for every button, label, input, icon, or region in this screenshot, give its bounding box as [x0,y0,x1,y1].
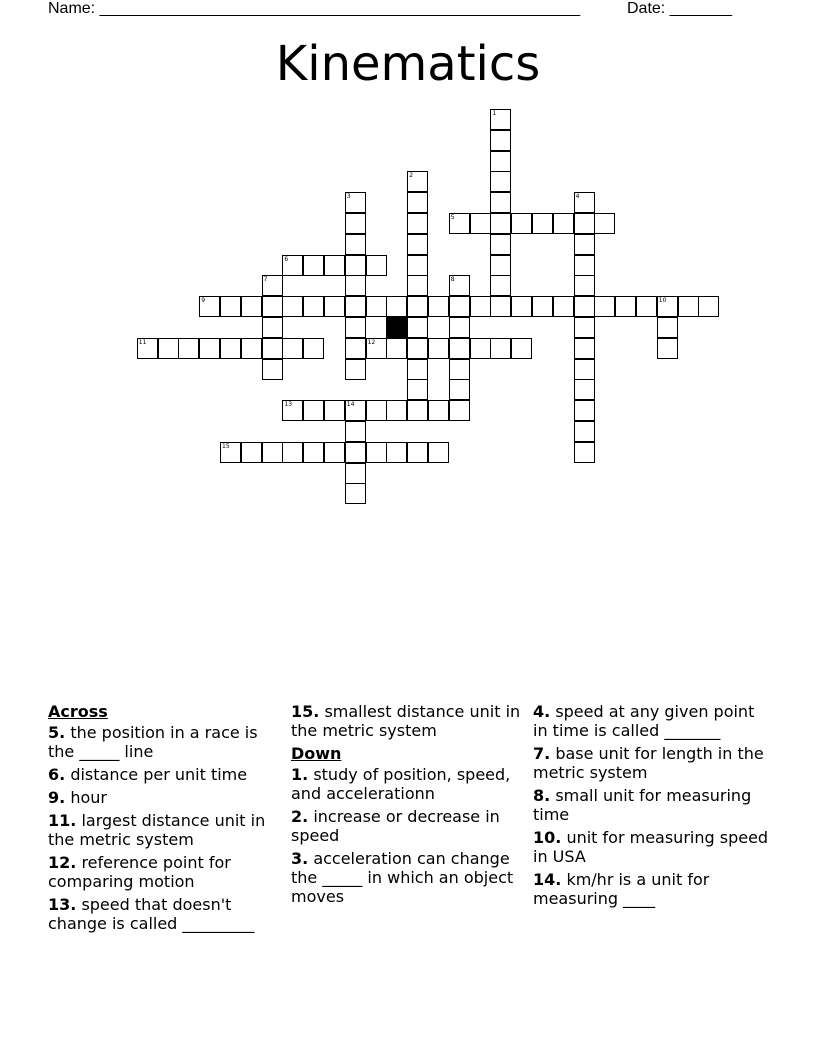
grid-cell[interactable] [241,296,262,317]
grid-cell[interactable] [345,255,366,276]
grid-cell[interactable] [324,296,345,317]
clue-across-6: 6. distance per unit time [48,765,248,784]
clue-number: 2 [409,172,414,180]
grid-cell[interactable] [282,255,303,276]
grid-cell[interactable] [407,171,428,192]
grid-cell[interactable] [303,296,324,317]
grid-cell[interactable] [407,275,428,296]
grid-cell[interactable] [657,296,678,317]
date-field[interactable]: Date: _______ [627,0,732,17]
grid-cell[interactable] [262,359,283,380]
grid-cell[interactable] [449,338,470,359]
grid-cell[interactable] [574,296,595,317]
grid-cell[interactable] [532,213,553,234]
clue-number: 15 [222,442,230,450]
grid-cell[interactable] [386,338,407,359]
grid-cell[interactable] [574,338,595,359]
grid-cell[interactable] [345,338,366,359]
grid-cell[interactable] [324,400,345,421]
grid-cell[interactable] [490,255,511,276]
grid-cell[interactable] [574,442,595,463]
clue-across-5: 5. the position in a race is the _____ line [48,723,258,761]
black-cell [386,317,407,338]
grid-cell[interactable] [490,192,511,213]
grid-cell[interactable] [490,234,511,255]
grid-cell[interactable] [615,296,636,317]
grid-cell[interactable] [137,338,158,359]
clue-number: 5 [450,214,455,221]
grid-cell[interactable] [303,255,324,276]
grid-cell[interactable] [407,400,428,421]
grid-cell[interactable] [594,296,615,317]
clue-down-2: 2. increase or decrease in speed [291,807,500,845]
clues-column-3 [533,702,769,912]
grid-cell[interactable] [407,213,428,234]
clue-number: 1 [492,110,497,117]
grid-cell[interactable] [407,338,428,359]
grid-cell[interactable] [574,275,595,296]
grid-cell[interactable] [470,213,491,234]
down-heading: Down [291,744,342,763]
grid-cell[interactable] [407,317,428,338]
grid-cell[interactable] [511,213,532,234]
clue-number: 14 [346,401,355,409]
grid-cell[interactable] [303,400,324,421]
grid-cell[interactable] [386,442,407,463]
grid-cell[interactable] [449,359,470,380]
clue-down-10: 10. unit for measuring speed in USA [533,828,769,866]
grid-cell[interactable] [282,296,303,317]
grid-cell[interactable] [470,338,491,359]
grid-cell[interactable] [345,400,366,421]
clue-down-4: 4. speed at any given point in time is called _______ [533,702,755,740]
grid-cell[interactable] [262,296,283,317]
grid-cell[interactable] [490,213,511,234]
page-title: Kinematics [275,36,541,92]
clue-number: 12 [367,338,376,346]
name-field[interactable]: Name: ______________________________________________________ [48,0,581,17]
clue-number: 11 [138,338,147,346]
grid-cell[interactable] [345,442,366,463]
grid-cell[interactable] [345,213,366,234]
grid-cell[interactable] [428,442,449,463]
grid-cell[interactable] [386,296,407,317]
grid-cell[interactable] [262,338,283,359]
grid-cell[interactable] [262,442,283,463]
grid-cell[interactable] [490,151,511,172]
grid-cell[interactable] [241,442,262,463]
grid-cell[interactable] [324,442,345,463]
grid-cell[interactable] [282,442,303,463]
grid-cell[interactable] [199,296,220,317]
clues-column-2 [291,702,527,910]
grid-cell[interactable] [574,421,595,442]
grid-cell[interactable] [345,359,366,380]
grid-cell[interactable] [449,400,470,421]
grid-cell[interactable] [490,338,511,359]
clue-down-8: 8. small unit for measuring time [533,786,752,824]
crossword-grid [0,0,816,520]
grid-cell[interactable] [574,255,595,276]
grid-cell[interactable] [657,317,678,338]
grid-cell[interactable] [220,442,241,463]
grid-cell[interactable] [407,359,428,380]
clue-down-7: 7. base unit for length in the metric system [533,744,764,782]
grid-cell[interactable] [345,421,366,442]
grid-cell[interactable] [407,234,428,255]
clue-number: 7 [263,276,268,284]
grid-cell[interactable] [303,338,324,359]
grid-cell[interactable] [366,255,387,276]
grid-cell[interactable] [366,400,387,421]
grid-cell[interactable] [574,192,595,213]
grid-cell[interactable] [449,379,470,400]
grid-cell[interactable] [220,296,241,317]
grid-cell[interactable] [241,338,262,359]
grid-cell[interactable] [366,442,387,463]
grid-cell[interactable] [428,400,449,421]
grid-cell[interactable] [199,338,220,359]
grid-cell[interactable] [470,296,491,317]
grid-cell[interactable] [345,296,366,317]
clue-down-3: 3. acceleration can change the _____ in which an object moves [291,849,514,906]
grid-cell[interactable] [636,296,657,317]
clue-number: 8 [450,276,455,284]
grid-cell[interactable] [449,296,470,317]
grid-cell[interactable] [574,213,595,234]
grid-cell[interactable] [407,192,428,213]
grid-cell[interactable] [282,338,303,359]
clue-number: 9 [201,297,206,305]
grid-cell[interactable] [574,234,595,255]
grid-cell[interactable] [407,255,428,276]
clue-across-11: 11. largest distance unit in the metric system [48,811,266,849]
grid-cell[interactable] [324,255,345,276]
grid-cell[interactable] [262,317,283,338]
grid-cell[interactable] [345,463,366,484]
grid-cell[interactable] [490,109,511,130]
grid-cell[interactable] [553,296,574,317]
grid-cell[interactable] [345,317,366,338]
grid-cell[interactable] [574,359,595,380]
grid-cell[interactable] [490,275,511,296]
clue-number: 3 [346,193,351,201]
grid-cell[interactable] [553,213,574,234]
clue-down-1: 1. study of position, speed, and accelerationn [291,765,511,803]
grid-cell[interactable] [407,296,428,317]
grid-cell[interactable] [574,379,595,400]
grid-cell[interactable] [657,338,678,359]
grid-cell[interactable] [345,234,366,255]
grid-cell[interactable] [407,442,428,463]
grid-cell[interactable] [345,192,366,213]
grid-cell[interactable] [511,296,532,317]
grid-cell[interactable] [490,171,511,192]
clue-across-13: 13. speed that doesn't change is called _________ [48,895,255,933]
clue-number: 10 [658,297,667,305]
grid-cell[interactable] [345,483,366,504]
grid-cell[interactable] [490,296,511,317]
clue-across-12: 12. reference point for comparing motion [48,853,231,891]
clue-number: 6 [284,255,289,263]
grid-cell[interactable] [386,400,407,421]
grid-cell[interactable] [366,296,387,317]
grid-cell[interactable] [574,400,595,421]
grid-cell[interactable] [282,400,303,421]
grid-cell[interactable] [594,213,615,234]
grid-cell[interactable] [428,296,449,317]
clues-column-1 [48,702,284,937]
grid-cell[interactable] [303,442,324,463]
grid-cell[interactable] [698,296,719,317]
grid-cell[interactable] [449,317,470,338]
clue-across-15: 15. smallest distance unit in the metric system [291,702,521,740]
grid-cell[interactable] [262,275,283,296]
grid-cell[interactable] [490,130,511,151]
grid-cell[interactable] [449,213,470,234]
grid-cell[interactable] [449,275,470,296]
clue-across-9: 9. hour [48,788,107,807]
clue-number: 13 [284,401,293,409]
clue-number: 4 [575,193,580,201]
grid-cell[interactable] [574,317,595,338]
grid-cell[interactable] [158,338,179,359]
across-heading: Across [48,702,108,721]
grid-cell[interactable] [678,296,699,317]
grid-cell[interactable] [345,275,366,296]
grid-cell[interactable] [366,338,387,359]
grid-cell[interactable] [532,296,553,317]
grid-cell[interactable] [178,338,199,359]
grid-cell[interactable] [407,379,428,400]
grid-cell[interactable] [428,338,449,359]
grid-cell[interactable] [511,338,532,359]
clue-down-14: 14. km/hr is a unit for measuring ____ [533,870,710,908]
grid-cell[interactable] [220,338,241,359]
